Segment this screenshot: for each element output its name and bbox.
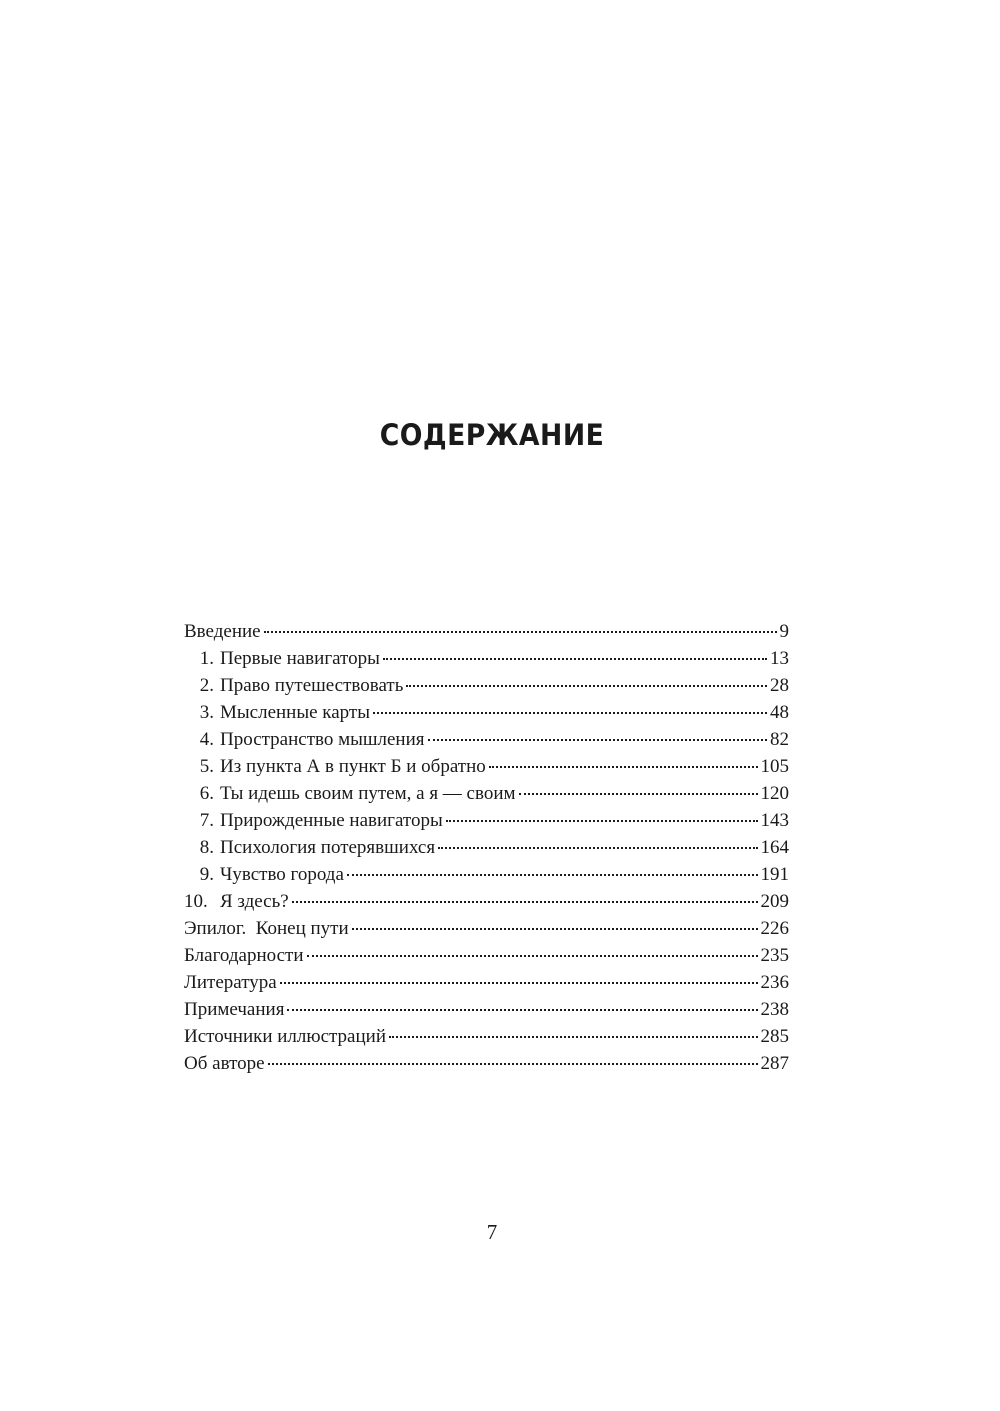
toc-entry-chapter-9 [184, 861, 789, 888]
toc-entry-page: 226 [760, 918, 789, 939]
toc-entry-bibliography [184, 969, 789, 996]
dot-leader [373, 712, 767, 714]
toc-entry-page: 164 [760, 837, 789, 858]
toc-entry-page: 236 [760, 972, 789, 993]
toc-entry-chapter-10 [184, 888, 789, 915]
toc-entry-title: Благодарности [184, 945, 304, 966]
toc-entry-number: 6. [199, 783, 214, 804]
dot-leader [428, 739, 767, 741]
toc-entry-title: Первые навигаторы [220, 648, 380, 669]
dot-leader [438, 847, 757, 849]
toc-entry-number: 8. [199, 837, 214, 858]
dot-leader [347, 874, 758, 876]
dot-leader [292, 901, 758, 903]
dot-leader [389, 1036, 758, 1038]
page-title: СОДЕРЖАНИЕ [379, 418, 605, 452]
toc-entry-title: Мысленные карты [220, 702, 370, 723]
dot-leader [264, 631, 777, 633]
toc-entry-page: 28 [770, 675, 789, 696]
toc-entry-title: Из пункта А в пункт Б и обратно [220, 756, 486, 777]
toc-entry-chapter-4 [184, 726, 789, 753]
toc-entry-page: 209 [760, 891, 789, 912]
toc-entry-page: 238 [760, 999, 789, 1020]
toc-entry-number: 9. [199, 864, 214, 885]
toc-entry-number: 5. [199, 756, 214, 777]
toc-entry-number: 10. [184, 891, 208, 912]
toc-entry-page: 105 [760, 756, 789, 777]
toc-entry-title: Право путешествовать [220, 675, 404, 696]
toc-entry-title: Психология потерявшихся [220, 837, 436, 858]
dot-leader [383, 658, 767, 660]
toc-entry-about-author [184, 1050, 789, 1077]
toc-entry-chapter-3 [184, 699, 789, 726]
dot-leader [489, 766, 758, 768]
toc-entry-title: Прирожденные навигаторы [220, 810, 443, 831]
toc-entry-title: Чувство города [220, 864, 344, 885]
dot-leader [287, 1009, 757, 1011]
page-number: 7 [486, 1220, 498, 1244]
toc-entry-page: 120 [760, 783, 789, 804]
toc-entry-title: Пространство мышления [220, 729, 425, 750]
toc-entry-chapter-8 [184, 834, 789, 861]
toc-entry-notes [184, 996, 789, 1023]
toc-entry-chapter-7 [184, 807, 789, 834]
toc-entry-chapter-2 [184, 672, 789, 699]
toc-entry-acknowledgements [184, 942, 789, 969]
toc-entry-page: 285 [760, 1026, 789, 1047]
toc-entry-epilogue [184, 915, 789, 942]
toc-entry-title: Введение [184, 621, 261, 642]
toc-entry-title: Ты идешь своим путем, а я — своим [220, 783, 516, 804]
toc-entry-title: Эпилог. Конец пути [184, 918, 349, 939]
toc-entry-number: 4. [199, 729, 214, 750]
toc-entry-page: 235 [760, 945, 789, 966]
toc-entry-number: 7. [199, 810, 214, 831]
toc-entry-page: 191 [760, 864, 789, 885]
toc-entry-chapter-5 [184, 753, 789, 780]
dot-leader [352, 928, 758, 930]
dot-leader [307, 955, 758, 957]
dot-leader [280, 982, 758, 984]
toc-entry-title: Источники иллюстраций [184, 1026, 386, 1047]
toc-entry-number: 3. [199, 702, 214, 723]
toc-entry-illustration-sources [184, 1023, 789, 1050]
toc-entry-page: 287 [760, 1053, 789, 1074]
toc-entry-number: 2. [199, 675, 214, 696]
toc-entry-title: Об авторе [184, 1053, 265, 1074]
table-of-contents [184, 618, 789, 1077]
toc-entry-page: 48 [770, 702, 789, 723]
toc-entry-introduction [184, 618, 789, 645]
dot-leader [519, 793, 758, 795]
toc-entry-page: 13 [770, 648, 789, 669]
toc-entry-title: Литература [184, 972, 277, 993]
toc-entry-page: 143 [760, 810, 789, 831]
toc-entry-chapter-1 [184, 645, 789, 672]
toc-entry-page: 9 [779, 621, 789, 642]
dot-leader [268, 1063, 758, 1065]
dot-leader [406, 685, 767, 687]
toc-entry-chapter-6 [184, 780, 789, 807]
toc-entry-title: Примечания [184, 999, 285, 1020]
dot-leader [446, 820, 758, 822]
toc-entry-title: Я здесь? [220, 891, 289, 912]
toc-entry-number: 1. [199, 648, 214, 669]
toc-entry-page: 82 [770, 729, 789, 750]
